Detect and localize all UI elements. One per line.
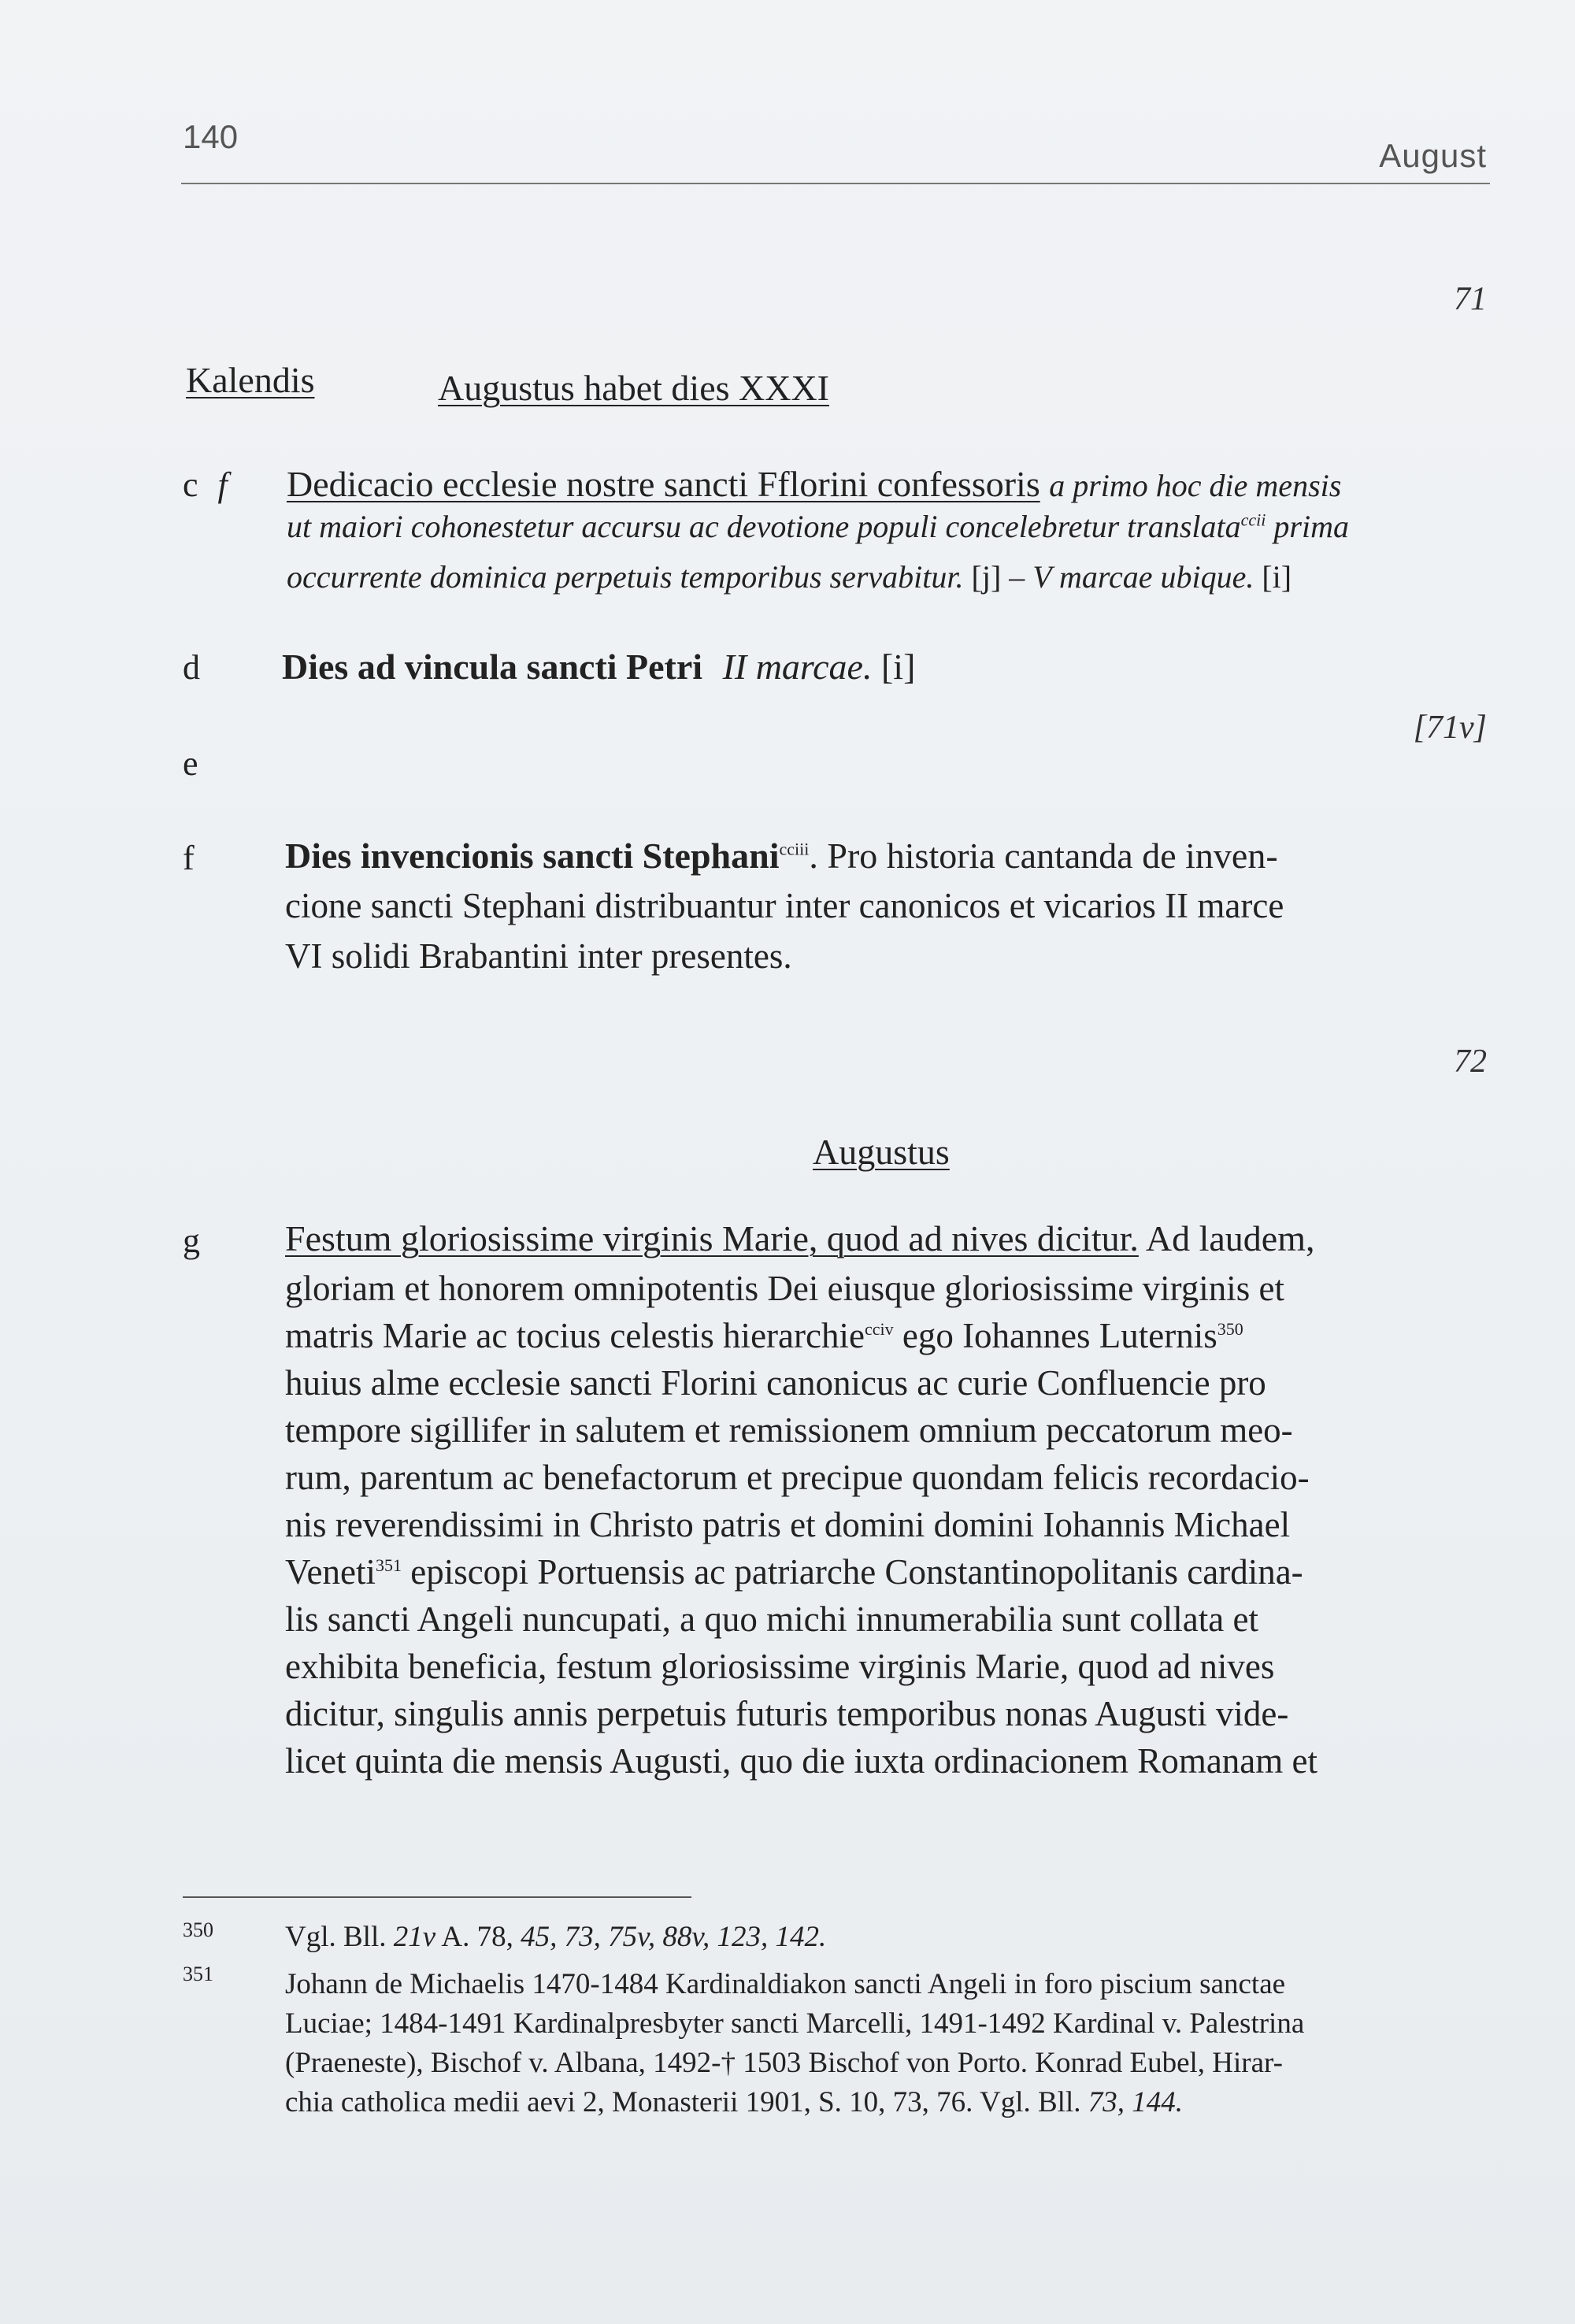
entry-f-line-2: cione sancti Stephani distribuantur inter canonicos et vicarios II marce (285, 886, 1284, 925)
footnote-350-text: Vgl. Bll. 21v A. 78, 45, 73, 75v, 88v, 123, 142. (285, 1921, 827, 1953)
entry-c-letter: c f (183, 465, 228, 504)
entry-f-line-1: Dies invencionis sancti Stephani$^{cciii}$. Pro historia cantanda de inven- (285, 836, 1278, 876)
entry-g-line-3: matris Marie ac tocius celestis hierarchie$^{cciv}$ ego Iohannes Luternis$^{350}$ (285, 1316, 1243, 1355)
entry-c-title: Dedicacio ecclesie nostre sancti Fflorini confessoris (287, 464, 1040, 504)
footnote-351-line-4: chia catholica medii aevi 2, Monasterii 1901, S. 10, 73, 76. Vgl. Bll. 73, 144. (285, 2086, 1183, 2118)
margin-folio-71: 71 (1454, 281, 1487, 317)
header-rule (181, 183, 1490, 184)
entry-f-letter: f (183, 839, 195, 877)
entry-g-line-8: Veneti$^{351}$ episcopi Portuensis ac patriarche Constantinopolitanis cardina- (285, 1552, 1303, 1592)
kalendis-label: Kalendis (186, 360, 315, 400)
footnote-351-number: 351 (183, 1963, 213, 1985)
month-heading: Augustus habet dies XXXI (438, 368, 829, 408)
entry-g-line-11: dicitur, singulis annis perpetuis futuris temporibus nonas Augusti vide- (285, 1694, 1289, 1733)
running-title: August (1379, 137, 1487, 174)
entry-c-line-3: occurrente dominica perpetuis temporibus servabitur. [j] – V marcae ubique. [i] (287, 559, 1292, 595)
entry-g-letter: g (183, 1221, 200, 1260)
entry-g-line-10: exhibita beneficia, festum gloriosissime virginis Marie, quod ad nives (285, 1647, 1275, 1686)
entry-d-line: Dies ad vincula sancti Petri II marcae. [i] (282, 647, 916, 687)
section-heading-augustus: Augustus (813, 1132, 950, 1172)
margin-folio-72: 72 (1454, 1043, 1487, 1080)
footnote-351-line-3: (Praeneste), Bischof v. Albana, 1492-† 1503 Bischof von Porto. Konrad Eubel, Hirar- (285, 2047, 1283, 2079)
footnote-rule (183, 1896, 691, 1898)
entry-g-line-9: lis sancti Angeli nuncupati, a quo michi innumerabilia sunt collata et (285, 1599, 1258, 1639)
margin-folio-71v: [71v] (1413, 710, 1487, 746)
entry-g-title: Festum gloriosissime virginis Marie, quod ad nives dicitur. (285, 1218, 1139, 1258)
footnote-351-line-1: Johann de Michaelis 1470-1484 Kardinaldiakon sancti Angeli in foro piscium sanctae (285, 1968, 1286, 2000)
entry-c-line-2: ut maiori cohonestetur accursu ac devotione populi concelebretur translata$^{ccii}$ prima (287, 509, 1349, 544)
page-number: 140 (183, 118, 239, 155)
entry-f-line-3: VI solidi Brabantini inter presentes. (285, 936, 792, 976)
footnote-350-number: 350 (183, 1918, 213, 1941)
entry-e-letter: e (183, 744, 198, 783)
entry-g-line-6: rum, parentum ac benefactorum et precipue quondam felicis recordacio- (285, 1458, 1310, 1497)
entry-g-line-12: licet quinta die mensis Augusti, quo die iuxta ordinacionem Romanam et (285, 1741, 1317, 1781)
entry-g-line-5: tempore sigillifer in salutem et remissionem omnium peccatorum meo- (285, 1410, 1293, 1450)
entry-g-line-4: huius alme ecclesie sancti Florini canonicus ac curie Confluencie pro (285, 1363, 1266, 1403)
entry-g-line-2: gloriam et honorem omnipotentis Dei eiusque gloriosissime virginis et (285, 1269, 1285, 1308)
entry-c-line-1: Dedicacio ecclesie nostre sancti Fflorini confessoris a primo hoc die mensis (287, 464, 1342, 504)
entry-g-line-7: nis reverendissimi in Christo patris et domini domini Iohannis Michael (285, 1505, 1291, 1544)
entry-d-letter: d (183, 648, 200, 687)
footnote-351-line-2: Luciae; 1484-1491 Kardinalpresbyter sancti Marcelli, 1491-1492 Kardinal v. Palestrina (285, 2007, 1305, 2040)
entry-g-line-1: Festum gloriosissime virginis Marie, quod ad nives dicitur. Ad laudem, (285, 1218, 1315, 1258)
